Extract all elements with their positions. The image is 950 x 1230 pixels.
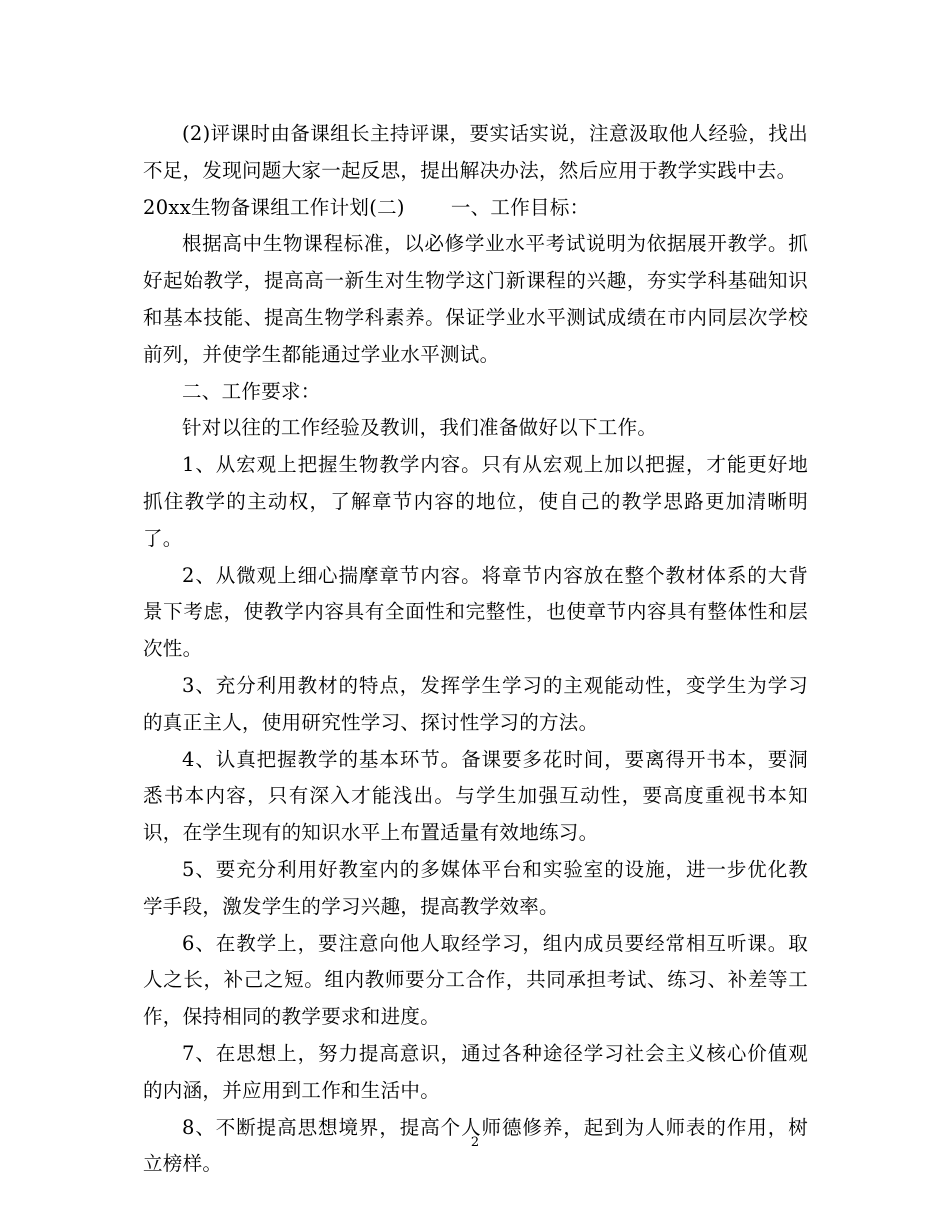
- list-item-8: 8、不断提高思想境界，提高个人师德修养，起到为人师表的作用，树立榜样。: [143, 1115, 808, 1176]
- list-item-6: 6、在教学上，要注意向他人取经学习，组内成员要经常相互听课。取人之长，补己之短。组内教师要分工合作，共同承担考试、练习、补差等工作，保持相同的教学要求和进度。: [143, 931, 808, 1029]
- requirements-heading: 二、工作要求：: [182, 379, 321, 403]
- list-item-3: 3、充分利用教材的特点，发挥学生学习的主观能动性，变学生为学习的真正主人，使用研究性学习、探讨性学习的方法。: [143, 673, 808, 734]
- list-item-5: 5、要充分利用好教室内的多媒体平台和实验室的设施，进一步优化教学手段，激发学生的学习兴趣，提高教学效率。: [143, 857, 808, 918]
- list-item-2: 2、从微观上细心揣摩章节内容。将章节内容放在整个教材体系的大背景下考虑，使教学内容具有全面性和完整性，也使章节内容具有整体性和层次性。: [143, 563, 808, 661]
- list-item-1: 1、从宏观上把握生物教学内容。只有从宏观上加以把握，才能更好地抓住教学的主动权，了解章节内容的地位，使自己的教学思路更加清晰明了。: [143, 453, 808, 550]
- paragraph-evaluation: (2)评课时由备课组长主持评课，要实话实说，注意汲取他人经验，找出不足，发现问题大家一起反思，提出解决办法，然后应用于教学实践中去。: [143, 122, 808, 182]
- page-number: 2: [470, 1135, 480, 1150]
- list-item-7: 7、在思想上，努力提高意识，通过各种途径学习社会主义核心价值观的内涵，并应用到工作和生活中。: [143, 1041, 808, 1102]
- work-goal-heading: 一、工作目标：: [450, 195, 590, 219]
- list-item-4: 4、认真把握教学的基本环节。备课要多花时间，要离得开书本，要洞悉书本内容，只有深入才能浅出。与学生加强互动性，要高度重视书本知识，在学生现有的知识水平上布置适量有效地练习。: [143, 747, 808, 845]
- section-heading: [143, 190, 808, 227]
- document-body: [143, 116, 808, 1183]
- paragraph-intro: 针对以往的工作经验及教训，我们准备做好以下工作。: [182, 416, 658, 440]
- paragraph-goal: 根据高中生物课程标准，以必修学业水平考试说明为依据展开教学。抓好起始教学，提高高一新生对生物学这门新课程的兴趣，夯实学科基础知识和基本技能、提高生物学科素养。保证学业水平测试成绩在市内同层次学校前列，并使学生都能通过学业水平测试。: [143, 232, 808, 366]
- plan-title: 20xx生物备课组工作计划(二): [143, 195, 405, 219]
